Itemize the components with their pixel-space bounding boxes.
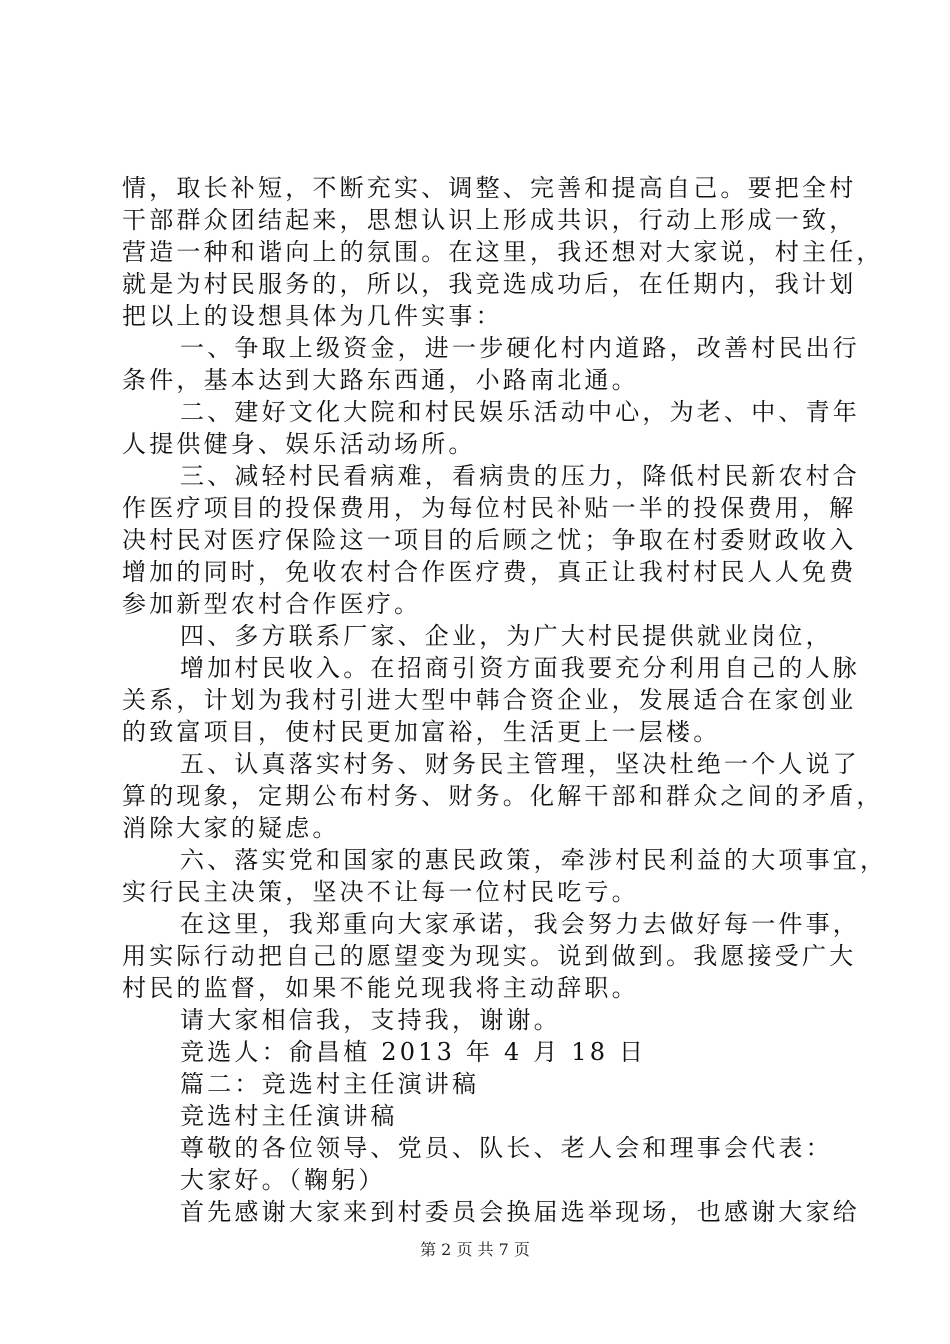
text-line: 尊敬的各位领导、党员、队长、老人会和理事会代表：: [180, 1134, 833, 1162]
text-line: 干部群众团结起来，思想认识上形成共识，行动上形成一致，: [122, 206, 857, 234]
text-line: 把以上的设想具体为几件实事：: [122, 302, 503, 330]
text-line: 增加的同时，免收农村合作医疗费，真正让我村村民人人免费: [122, 558, 857, 586]
text-line: 一、争取上级资金，进一步硬化村内道路，改善村民出行: [180, 334, 860, 362]
page-number-footer: 第 2 页 共 7 页: [420, 1240, 530, 1259]
text-line: 五、认真落实村务、财务民主管理，坚决杜绝一个人说了: [180, 750, 860, 778]
text-line: 算的现象，定期公布村务、财务。化解干部和群众之间的矛盾，: [122, 782, 884, 810]
text-line: 情，取长补短，不断充实、调整、完善和提高自己。要把全村: [122, 174, 857, 202]
text-line: 决村民对医疗保险这一项目的后顾之忧；争取在村委财政收入: [122, 526, 857, 554]
text-line: 参加新型农村合作医疗。: [122, 590, 422, 618]
text-line: 竞选人：俞昌植 2013 年 4 月 18 日: [180, 1038, 647, 1066]
text-line: 村民的监督，如果不能兑现我将主动辞职。: [122, 974, 639, 1002]
text-line: 关系，计划为我村引进大型中韩合资企业，发展适合在家创业: [122, 686, 857, 714]
text-line: 的致富项目，使村民更加富裕，生活更上一层楼。: [122, 718, 721, 746]
text-line: 作医疗项目的投保费用，为每位村民补贴一半的投保费用，解: [122, 494, 857, 522]
text-line: 增加村民收入。在招商引资方面我要充分利用自己的人脉: [180, 654, 860, 682]
text-line: 六、落实党和国家的惠民政策，牵涉村民利益的大项事宜，: [180, 846, 888, 874]
text-line: 就是为村民服务的，所以，我竞选成功后，在任期内，我计划: [122, 270, 857, 298]
text-line: 在这里，我郑重向大家承诺，我会努力去做好每一件事，: [180, 910, 860, 938]
text-line: 请大家相信我，支持我，谢谢。: [180, 1006, 561, 1034]
text-line: 四、多方联系厂家、企业，为广大村民提供就业岗位，: [180, 622, 833, 650]
document-body: [122, 172, 888, 1228]
text-line: 实行民主决策，坚决不让每一位村民吃亏。: [122, 878, 639, 906]
text-line: 竞选村主任演讲稿: [180, 1102, 398, 1130]
text-line: 消除大家的疑虑。: [122, 814, 340, 842]
text-line: 大家好。（鞠躬）: [180, 1166, 386, 1194]
text-line: 三、减轻村民看病难，看病贵的压力，降低村民新农村合: [180, 462, 860, 490]
text-line: 篇二：竞选村主任演讲稿: [180, 1070, 480, 1098]
text-line: 营造一种和谐向上的氛围。在这里，我还想对大家说，村主任，: [122, 238, 884, 266]
text-line: 用实际行动把自己的愿望变为现实。说到做到。我愿接受广大: [122, 942, 857, 970]
text-line: 条件，基本达到大路东西通，小路南北通。: [122, 366, 639, 394]
text-line: 二、建好文化大院和村民娱乐活动中心，为老、中、青年: [180, 398, 860, 426]
text-line: 人提供健身、娱乐活动场所。: [122, 430, 476, 458]
text-line: 首先感谢大家来到村委员会换届选举现场，也感谢大家给: [180, 1198, 860, 1226]
